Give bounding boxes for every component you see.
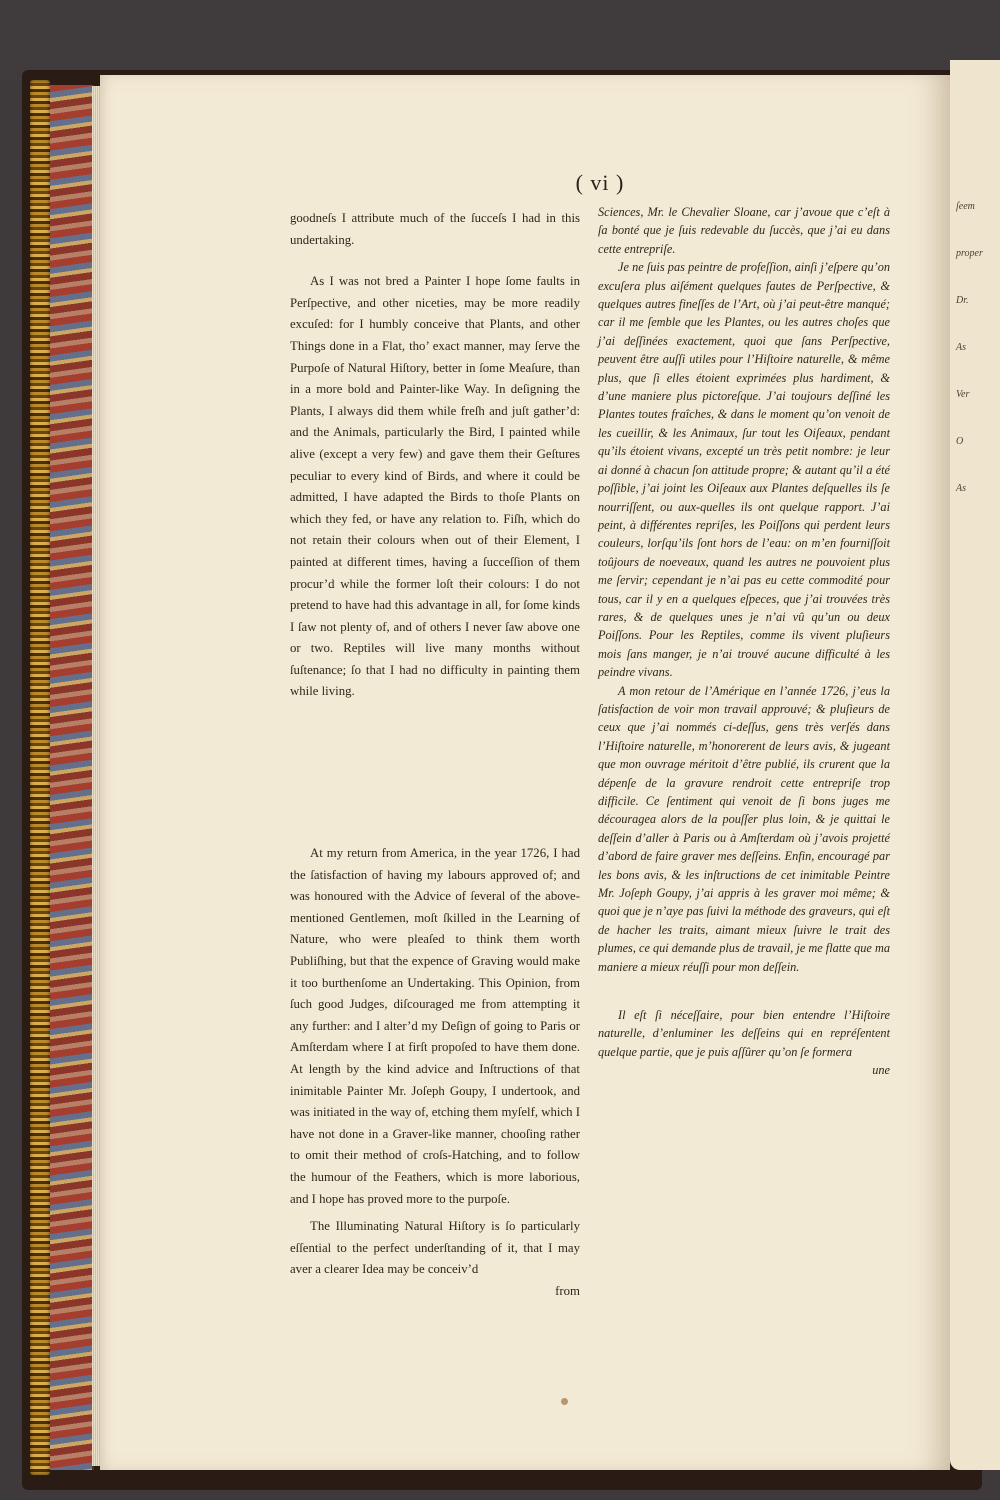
- french-column: [598, 203, 890, 1080]
- fragment: As: [956, 342, 966, 353]
- english-column: [290, 208, 580, 1303]
- catchword: une: [872, 1063, 890, 1078]
- fragment: As: [956, 483, 966, 494]
- paragraph: At my return from America, in the year 1726, I had the ſatisfaction of having my labours approved of; and was honoured with the Advice of ſeveral of the above-mentioned Gentlemen, moſt ſkilled in the Learning of Nature, who were pleaſed to think them worth Publiſhing, but that the expence of Graving would make it too burthenſome an Undertaking. This Opinion, from ſuch good Judges, diſcouraged me from attempting it any further: and I alter’d my Deſign of going to Paris or Amſterdam where I at firſt propoſed to have them done. At length by the kind advice and Inſtructions of that inimitable Painter Mr. Joſeph Goupy, I undertook, and was initiated in the way of, etching them myſelf, which I have not done in a Graver-like manner, chooſing rather to omit their method of croſs-Hatching, and to follow the humour of the Feathers, which is more laborious, and I hope has proved more to the purpoſe.: [290, 846, 580, 1206]
- paragraph: goodneſs I attribute much of the ſucceſs I had in this undertaking.: [290, 211, 580, 247]
- paragraph: Il eſt ſi néceſſaire, pour bien entendre l’Hiſtoire naturelle, d’enluminer les deſſeins qui en repréſentent quelque partie, que je puis aſſûrer qu’on ſe formera: [598, 1008, 890, 1059]
- backdrop: [0, 0, 1000, 80]
- paragraph: A mon retour de l’Amérique en l’année 1726, j’eus la ſatisfaction de voir mon travail approuvé; & pluſieurs de ceux que j’ai nommés ci-deſſus, gens très verſés dans l’Hiſtoire naturelle, m’honorerent de leurs avis, & jugeant que mon ouvrage méritoit d’être publié, ils crurent que la dépenſe de la gravure rendroit cette entrepriſe trop difficile. Ce ſentiment qui venoit de ſi bons juges me découragea alors de la pouſſer plus loin, & je quittai le deſſein d’aller à Paris ou à Amſterdam où j’avois projetté d’abord de faire graver mes deſſeins. Enfin, encouragé par les bons avis, & les inſtructions de cet inimitable Peintre Mr. Joſeph Goupy, j’ai appris à les graver moi même; & quoi que je n’aye pas ſuivi la méthode des graveurs, qui eſt de hacher les traits, aimant mieux ſuivre le trait des plumes, ce qui demande plus de travail, je me flatte que ma maniere a mieux réuſſi pour mon deſſein.: [598, 683, 890, 974]
- fragment: ſeem: [956, 201, 975, 212]
- fragment: Ver: [956, 389, 970, 400]
- paragraph: The Illuminating Natural Hiſtory is ſo particularly eſſential to the perfect underſtanding of it, that I may aver a clearer Idea may be conceiv’d: [290, 1219, 580, 1277]
- catchword: from: [555, 1283, 580, 1298]
- right-page-fragments: [956, 200, 1000, 529]
- gilt-border: [30, 80, 50, 1475]
- marbled-page-edge: [50, 85, 94, 1470]
- paper-spot: [561, 1398, 568, 1405]
- paragraph: Je ne ſuis pas peintre de profeſſion, ainſi j’eſpere qu’on excuſera plus aiſément quelques fautes de Perſpective, & quelques autres fineſſes de l’Art, où j’ai peut-être manqué; car il me ſemble que les Plantes, ou les autres choſes que j’ai deſſinées exactement, quoi que ſans Perſpective, peuvent être auſſi utiles pour l’Hiſtoire naturelle, & même plus, que ſi elles étoient exprimées plus hardiment, & d’une maniere plus pictoreſque. J’ai toujours deſſiné les Plantes toutes fraîches, & dans le moment qu’on venoit de les cueillir, & les Animaux, ſur tout les Oiſeaux, pendant qu’ils étoient vivans, excepté un très petit nombre: je leur ai donné à chacun ſon attitude propre; & autant qu’il a été poſſible, j’ai joint les Oiſeaux aux Plantes deſquelles ils ſe nourriſſent, ou aux-quelles ils ont quelque rapport. J’ai peint, à différentes repriſes, les Poiſſons qui perdent leurs couleurs, lorſqu’ils ſont hors de l’eau: on m’en fourniſſoit toûjours de noeveaux, quand les autres ne pouvoient plus me ſervir; cependant je n’ai pas eu cette commodité pour tous, car il y en a quelques eſpeces, que j’ai trouvées très rares, & de quelques unes je n’ai vû qu’un ou deux Poiſſons. Pour les Reptiles, comme ils vivent pluſieurs mois ſans manger, je n’ai trouvé aucune difficulté à les peindre vivans.: [598, 260, 890, 680]
- paragraph: As I was not bred a Painter I hope ſome faults in Perſpective, and other niceties, may be more readily excuſed: for I humbly conceive that Plants, and other Things done in a Flat, tho’ exact manner, may ſerve the Purpoſe of Natural Hiſtory, better in ſome Meaſure, than in a more bold and Painter-like Way. In deſigning the Plants, I always did them while freſh and juſt gather’d: and the Animals, particularly the Bird, I painted while alive (except a very few) and gave them their Geſtures peculiar to every kind of Birds, and where it could be admitted, I have adapted the Birds to thoſe Plants on which they fed, or have any relation to. Fiſh, which do not retain their colours when out of their Element, I painted at different times, having a ſucceſſion of them procur’d while the former loſt their colours: I do not pretend to have had this advantage in all, for ſome kinds I ſaw not plenty of, and of others I never ſaw above one or two. Reptiles will live many months without ſuſtenance; ſo that I had no difficulty in painting them while living.: [290, 274, 580, 699]
- fragment: Dr.: [956, 295, 969, 306]
- fragment: O: [956, 436, 964, 447]
- page-number: ( vi ): [575, 170, 625, 195]
- right-page: [950, 60, 1000, 1470]
- fragment: proper: [956, 248, 983, 259]
- paragraph: Sciences, Mr. le Chevalier Sloane, car j’avoue que c’eſt à ſa bonté que je ſuis redevable du ſuccès, que j’ai eu dans cette entrepriſe.: [598, 205, 890, 256]
